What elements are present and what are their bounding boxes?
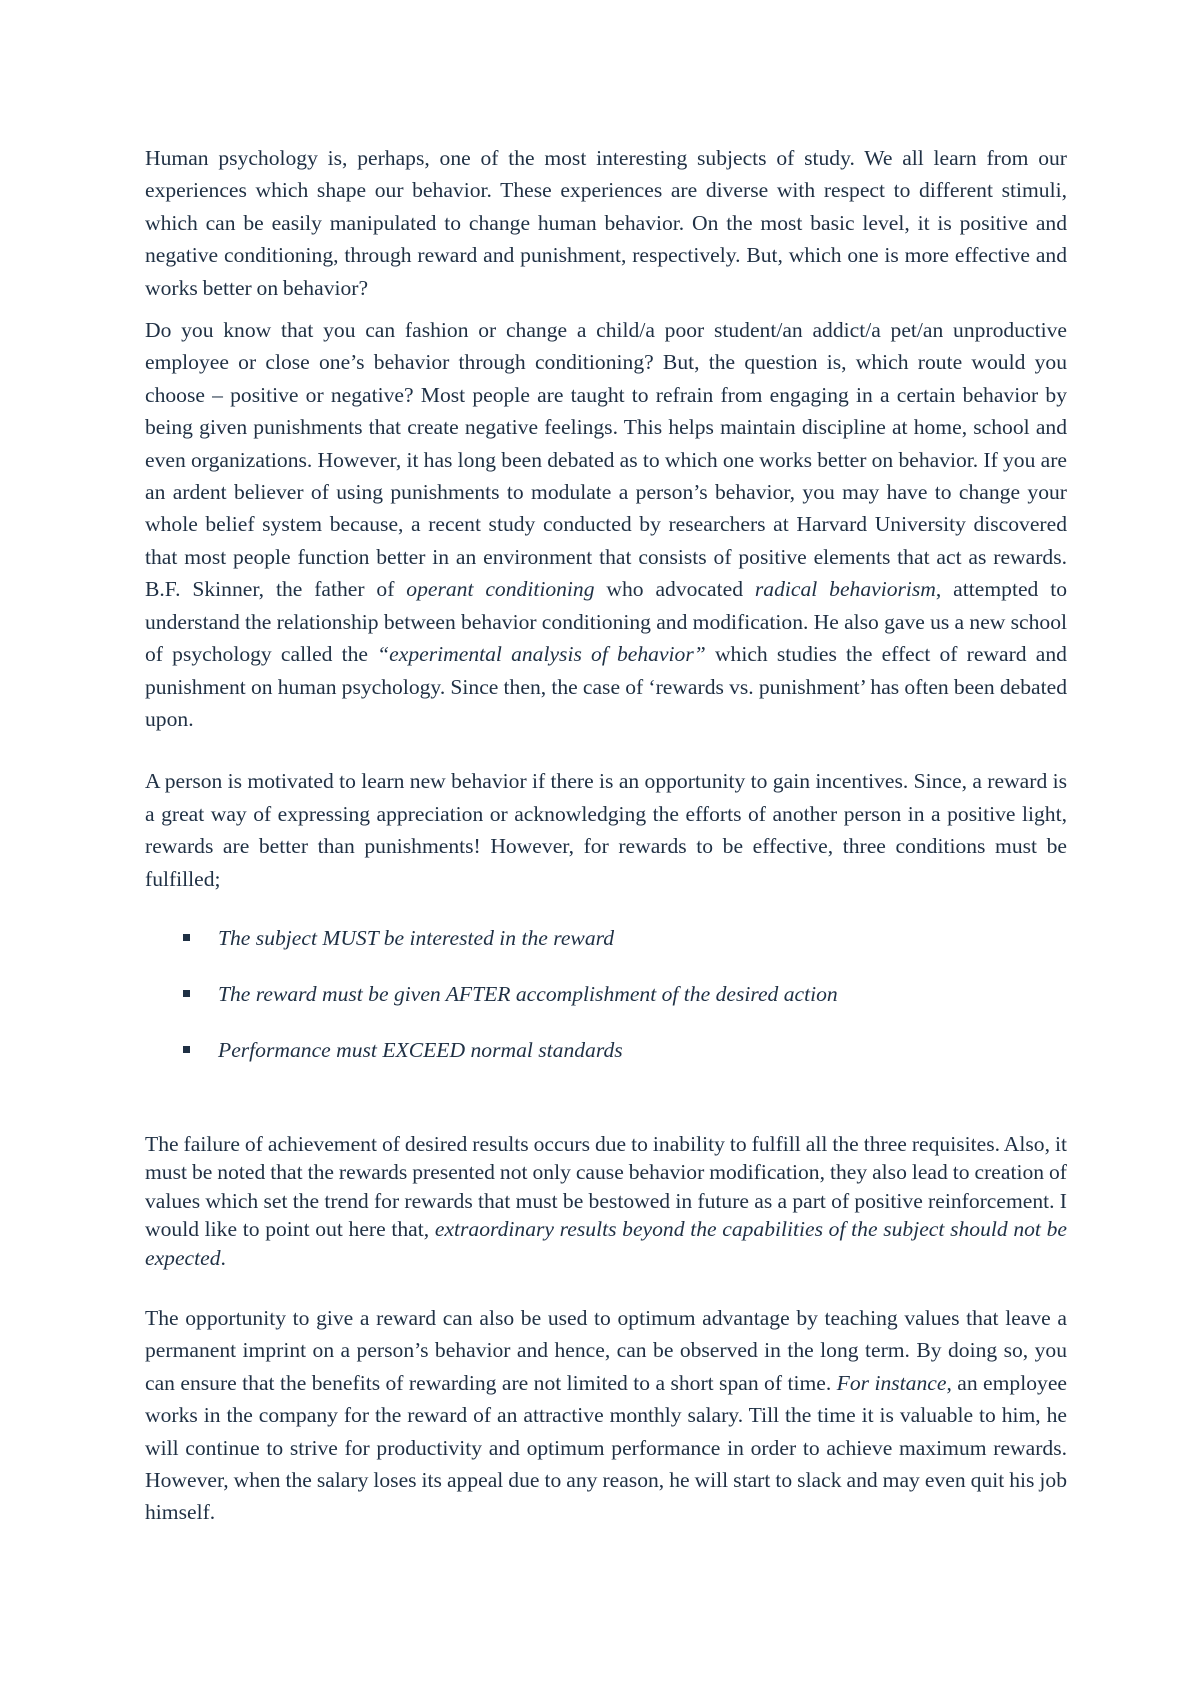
condition-item [145, 1034, 1067, 1090]
p4-emphasis: extraordinary results beyond the capabilities of the subject should not be expected [145, 1217, 1067, 1270]
p2-text-4: which studies the effect of reward and punishment on human psychology. Since then, the case of ‘rewards vs. punishment’ has often been debated upon. [145, 642, 1067, 731]
p2-text-1: Do you know that you can fashion or change a child/a poor student/an addict/a pet/an unproductive employee or close one’s behavior through conditioning? But, the question is, which route would you choose – positive or negative? Most people are taught to refrain from engaging in a certain behavior by being given punishments that create negative feelings. This helps maintain discipline at home, school and even organizations. However, it has long been debated as to which one works better on behavior. If you are an ardent believer of using punishments to modulate a person’s behavior, you may have to change your whole belief system because, a recent study conducted by researchers at Harvard University discovered that most people function better in an environment that consists of positive elements that act as rewards. B.F. Skinner, the father of [145, 318, 1067, 602]
paragraph-motivation [145, 765, 1067, 895]
square-bullet-icon [183, 934, 190, 941]
paragraph-opportunity [145, 1302, 1067, 1529]
paragraph-conditioning [145, 314, 1067, 735]
term-operant-conditioning: operant conditioning [406, 577, 595, 602]
condition-text: Performance must EXCEED normal standards [218, 1037, 623, 1062]
p5-emphasis: For instance [836, 1370, 947, 1395]
square-bullet-icon [183, 1046, 190, 1053]
condition-item [145, 978, 1067, 1034]
p4-text-2: . [220, 1245, 226, 1270]
conditions-list [145, 922, 1067, 1090]
paragraph-failure [145, 1130, 1067, 1272]
p2-text-3: , attempted to understand the relationship between behavior conditioning and modification. He also gave us a new school of psychology called the [145, 577, 1067, 667]
condition-item [145, 922, 1067, 978]
p2-text-2: who advocated [606, 577, 743, 602]
term-radical-behaviorism: radical behaviorism [754, 577, 936, 602]
paragraph-motivation-text: A person is motivated to learn new behavior if there is an opportunity to gain incentives. Since, a reward is a great way of expressing appreciation or acknowledging the efforts of another person in a positive light, rewards are better than punishments! However, for rewards to be effective, three conditions must be fulfilled; [145, 769, 1067, 891]
term-experimental-analysis: “experimental analysis of behavior” [377, 642, 706, 667]
p5-text-2: , an employee works in the company for the reward of an attractive monthly salary. Till the time it is valuable to him, he will continue to strive for productivity and optimum performance in order to achieve maximum rewards. However, when the salary loses its appeal due to any reason, he will start to slack and may even quit his job himself. [145, 1370, 1067, 1525]
paragraph-intro-text: Human psychology is, perhaps, one of the most interesting subjects of study. We all learn from our experiences which shape our behavior. These experiences are diverse with respect to different stimuli, which can be easily manipulated to change human behavior. On the most basic level, it is positive and negative conditioning, through reward and punishment, respectively. But, which one is more effective and works better on behavior? [145, 146, 1067, 300]
condition-text: The subject MUST be interested in the reward [218, 925, 615, 950]
square-bullet-icon [183, 990, 190, 997]
document-page [145, 142, 1067, 1529]
p4-text-1: The failure of achievement of desired results occurs due to inability to fulfill all the three requisites. Also, it must be noted that the rewards presented not only cause behavior modification, they also lead to creation of values which set the trend for rewards that must be bestowed in future as a part of positive reinforcement. I would like to point out here that, [145, 1131, 1067, 1242]
condition-text: The reward must be given AFTER accomplishment of the desired action [218, 981, 838, 1006]
paragraph-intro [145, 142, 1067, 304]
p5-text-1: The opportunity to give a reward can also be used to optimum advantage by teaching values that leave a permanent imprint on a person’s behavior and hence, can be observed in the long term. By doing so, you can ensure that the benefits of rewarding are not limited to a short span of time. [145, 1305, 1067, 1395]
